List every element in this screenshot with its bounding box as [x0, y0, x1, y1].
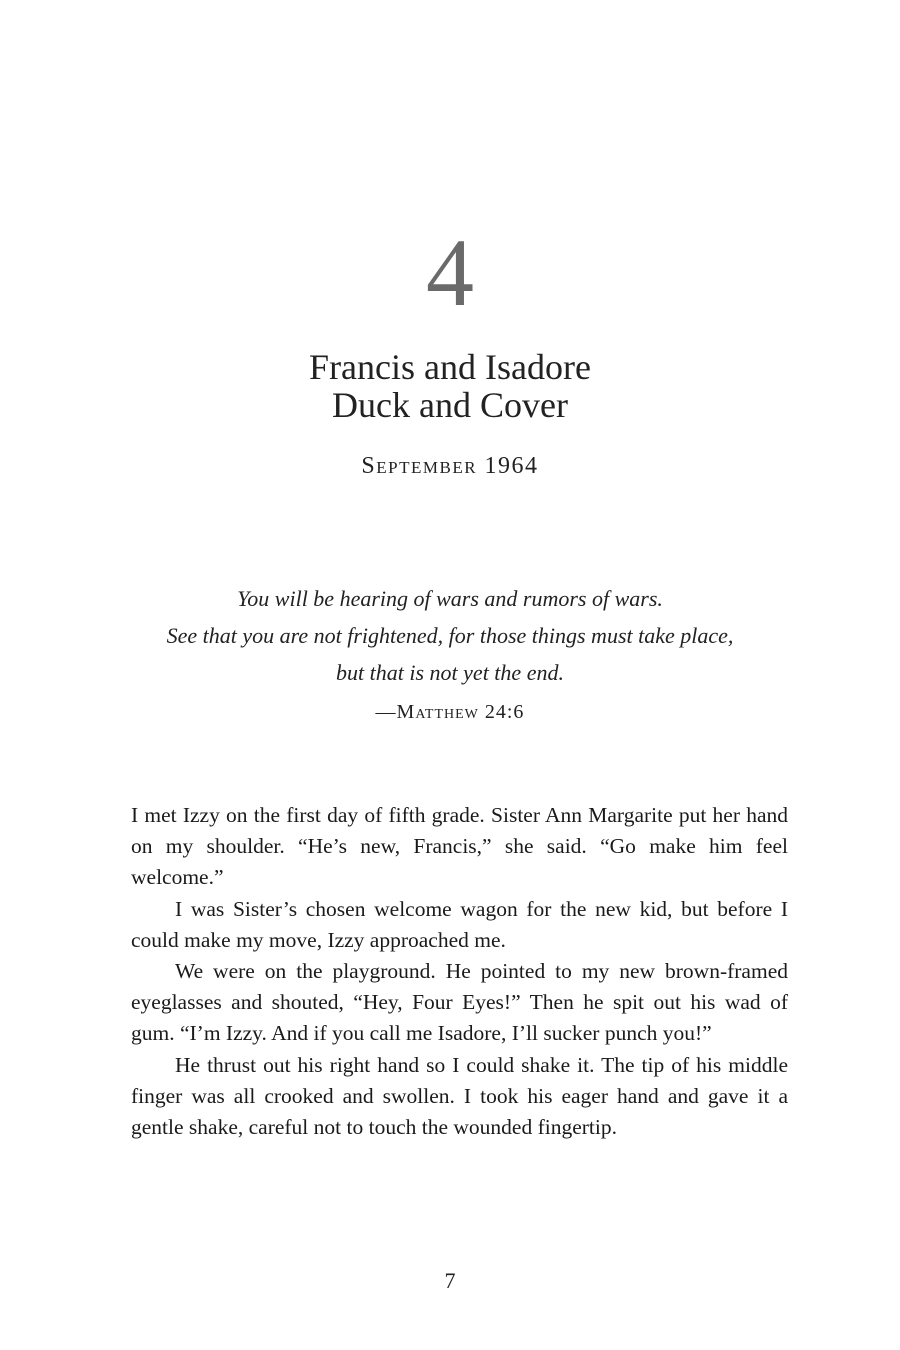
- body-text: [131, 800, 788, 1143]
- body-paragraph: I was Sister’s chosen welcome wagon for the new kid, but before I could make my move, Izzy approached me.: [131, 896, 788, 952]
- epigraph-line: but that is not yet the end.: [336, 660, 564, 685]
- chapter-title-line-1: Francis and Isadore: [309, 347, 591, 387]
- body-paragraph: He thrust out his right hand so I could shake it. The tip of his middle finger was all crooked and swollen. I took his eager hand and gave it a gentle shake, careful not to touch the wounded fingertip.: [131, 1052, 788, 1140]
- body-paragraph: I met Izzy on the first day of fifth grade. Sister Ann Margarite put her hand on my shoulder. “He’s new, Francis,” she said. “Go make him feel welcome.”: [131, 803, 788, 890]
- epigraph-source: —Matthew 24:6: [375, 701, 525, 723]
- epigraph-line: See that you are not frightened, for those things must take place,: [166, 623, 734, 648]
- body-paragraph: We were on the playground. He pointed to my new brown-framed eyeglasses and shouted, “Hey, Four Eyes!” Then he spit out his wad of gum. “I’m Izzy. And if you call me Isadore, I’ll sucker punch you!”: [131, 959, 788, 1046]
- page-number: 7: [444, 1268, 456, 1293]
- chapter-title-line-2: Duck and Cover: [332, 385, 568, 425]
- chapter-date: September 1964: [361, 453, 539, 479]
- epigraph: [0, 580, 900, 691]
- chapter-title: [0, 348, 900, 424]
- chapter-number: 4: [426, 219, 474, 326]
- epigraph-line: You will be hearing of wars and rumors of wars.: [237, 586, 663, 611]
